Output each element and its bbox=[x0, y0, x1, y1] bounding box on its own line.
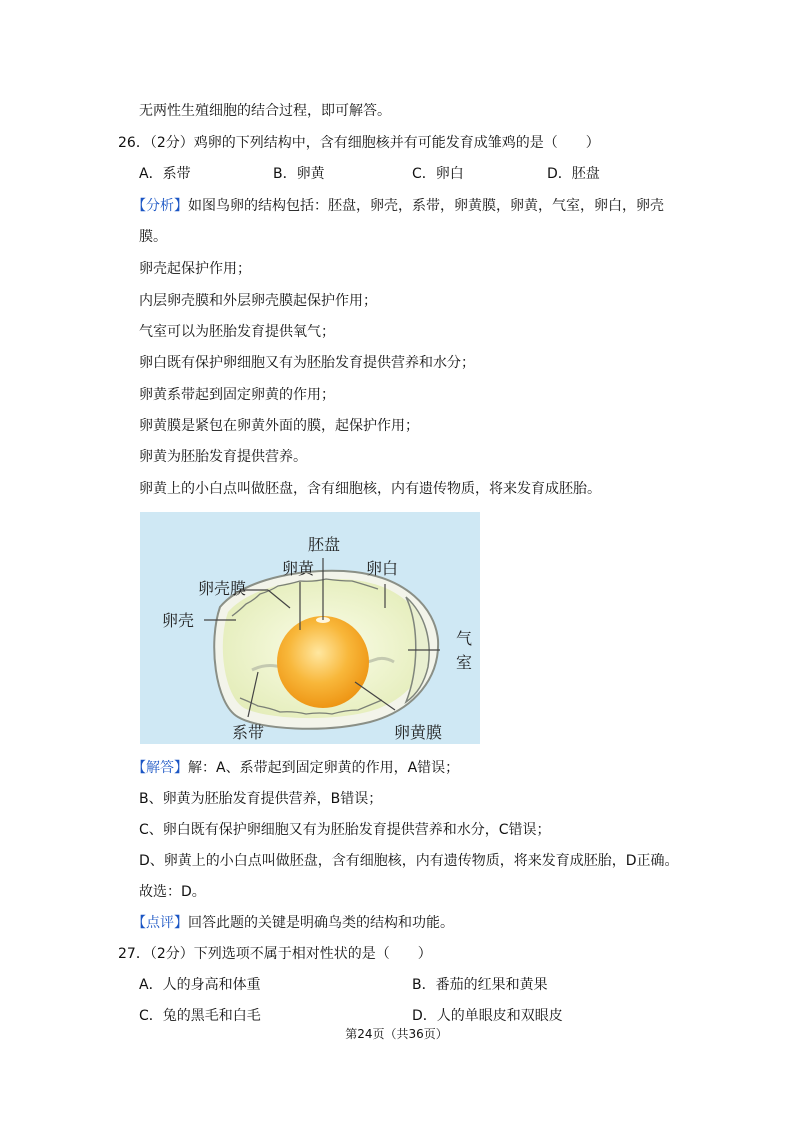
question-stem: 下列选项不属于相对性状的是（ ） bbox=[193, 946, 432, 962]
yolk bbox=[277, 616, 369, 708]
label-germinal-disc: 胚盘 bbox=[308, 535, 341, 554]
label-air-cell-bottom: 室 bbox=[456, 653, 473, 672]
question-score: （2分） bbox=[149, 946, 194, 962]
solution-line: C、卵白既有保护卵细胞又有为胚胎发育提供营养和水分，C错误； bbox=[139, 822, 551, 838]
solution-line: B、卵黄为胚胎发育提供营养，B错误； bbox=[139, 791, 383, 807]
egg-structure-figure bbox=[140, 512, 480, 744]
option-a: A．系带 bbox=[139, 166, 191, 182]
analysis-line: 卵黄系带起到固定卵黄的作用； bbox=[139, 387, 335, 403]
analysis-line: 气室可以为胚胎发育提供氧气； bbox=[139, 324, 335, 340]
comment-text: 回答此题的关键是明确鸟类的结构和功能。 bbox=[188, 915, 454, 931]
page-footer: 第24页（共36页） bbox=[345, 1027, 448, 1041]
analysis-line: 卵黄为胚胎发育提供营养。 bbox=[139, 449, 307, 465]
label-albumen: 卵白 bbox=[366, 559, 399, 578]
solution-text: 解：A、系带起到固定卵黄的作用，A错误； bbox=[188, 760, 460, 776]
analysis-text: 如图鸟卵的结构包括：胚盘，卵壳，系带，卵黄膜，卵黄，气室，卵白，卵壳 bbox=[188, 198, 664, 214]
analysis-line: 卵黄膜是紧包在卵黄外面的膜，起保护作用； bbox=[139, 418, 419, 434]
solution-first-line bbox=[132, 758, 459, 778]
solution-line: D、卵黄上的小白点叫做胚盘，含有细胞核，内有遗传物质，将来发育成胚胎，D正确。 bbox=[139, 853, 679, 869]
question-27 bbox=[118, 944, 432, 964]
option-d: D．人的单眼皮和双眼皮 bbox=[412, 1008, 563, 1024]
question-stem: 鸡卵的下列结构中，含有细胞核并有可能发育成雏鸡的是（ ） bbox=[193, 135, 600, 151]
analysis-line: 卵壳起保护作用； bbox=[139, 261, 251, 277]
egg-diagram bbox=[140, 512, 480, 744]
option-a: A．人的身高和体重 bbox=[139, 977, 261, 993]
label-chalaza: 系带 bbox=[232, 723, 265, 742]
solution-answer: 故选：D。 bbox=[139, 884, 206, 900]
option-b: B．卵黄 bbox=[273, 166, 325, 182]
label-yolk: 卵黄 bbox=[282, 559, 315, 578]
solution-tag: 【解答】 bbox=[132, 760, 188, 776]
analysis-continuation: 膜。 bbox=[139, 229, 167, 245]
analysis-line: 卵白既有保护卵细胞又有为胚胎发育提供营养和水分； bbox=[139, 355, 475, 371]
comment-tag: 【点评】 bbox=[132, 915, 188, 931]
question-number: 27． bbox=[118, 946, 150, 962]
option-c: C．卵白 bbox=[412, 166, 464, 182]
intro-line: 无两性生殖细胞的结合过程，即可解答。 bbox=[139, 103, 391, 119]
question-score: （2分） bbox=[149, 135, 194, 151]
option-b: B．番茄的红果和黄果 bbox=[412, 977, 548, 993]
analysis-first-line bbox=[132, 196, 664, 216]
comment-line bbox=[132, 913, 454, 933]
label-shell-membrane: 卵壳膜 bbox=[198, 579, 247, 598]
label-yolk-membrane: 卵黄膜 bbox=[394, 723, 443, 742]
option-c: C．兔的黑毛和白毛 bbox=[139, 1008, 261, 1024]
analysis-line: 卵黄上的小白点叫做胚盘，含有细胞核，内有遗传物质，将来发育成胚胎。 bbox=[139, 481, 601, 497]
option-d: D．胚盘 bbox=[547, 166, 600, 182]
label-shell: 卵壳 bbox=[162, 611, 195, 630]
question-number: 26． bbox=[118, 135, 150, 151]
label-air-cell-top: 气 bbox=[456, 629, 473, 648]
analysis-line: 内层卵壳膜和外层卵壳膜起保护作用； bbox=[139, 293, 377, 309]
question-26 bbox=[118, 133, 600, 153]
analysis-tag: 【分析】 bbox=[132, 198, 188, 214]
